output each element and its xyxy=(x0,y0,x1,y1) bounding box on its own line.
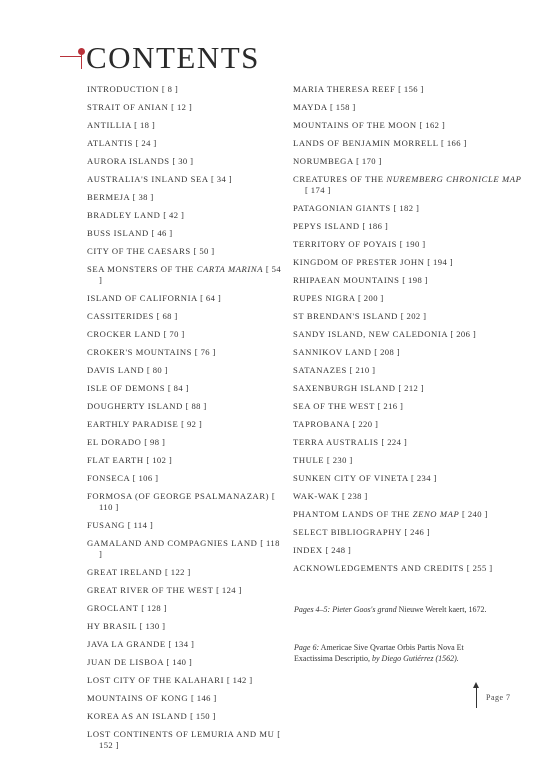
toc-entry-page: [ 124 ] xyxy=(216,585,242,595)
toc-entry xyxy=(293,473,523,484)
toc-entry-title: CREATURES OF THE xyxy=(293,174,384,184)
toc-entry-title: BUSS ISLAND xyxy=(87,228,149,238)
toc-entry xyxy=(293,401,523,412)
toc-entry-page: [ 174 ] xyxy=(305,185,331,195)
toc-entry-page: [ 8 ] xyxy=(161,84,179,94)
caption-title: Americae Sive Qvartae Orbis Partis Nova Et Exactissima Descriptio, xyxy=(294,643,464,663)
toc-entry-page: [ 68 ] xyxy=(156,311,178,321)
toc-entry-title: CROCKER LAND xyxy=(87,329,161,339)
toc-entry xyxy=(87,711,282,722)
toc-entry xyxy=(293,275,523,286)
toc-entry-page: [ 156 ] xyxy=(398,84,424,94)
caption-page-6 xyxy=(294,642,489,664)
toc-entry-page: [ 76 ] xyxy=(194,347,216,357)
toc-entry xyxy=(87,174,282,185)
toc-entry-page: [ 106 ] xyxy=(132,473,159,483)
toc-entry-title: SANNIKOV LAND xyxy=(293,347,372,357)
toc-entry-page: [ 230 ] xyxy=(326,455,353,465)
toc-entry xyxy=(87,567,282,578)
toc-entry-title: RHIPAEAN MOUNTAINS xyxy=(293,275,400,285)
toc-entry-title: MOUNTAINS OF KONG xyxy=(87,693,189,703)
toc-entry-title: MARIA THERESA REEF xyxy=(293,84,396,94)
pin-stem-icon xyxy=(81,53,82,69)
toc-entry-title: EARTHLY PARADISE xyxy=(87,419,179,429)
toc-entry xyxy=(87,264,282,286)
toc-entry-title: TAPROBANA xyxy=(293,419,350,429)
toc-entry-page: [ 202 ] xyxy=(400,311,427,321)
toc-entry-page: [ 70 ] xyxy=(163,329,185,339)
toc-entry-title: GREAT IRELAND xyxy=(87,567,163,577)
toc-entry-title: STRAIT OF ANIAN xyxy=(87,102,169,112)
toc-entry xyxy=(87,621,282,632)
toc-entry-page: [ 166 ] xyxy=(441,138,467,148)
toc-entry xyxy=(87,639,282,650)
toc-entry-page: [ 12 ] xyxy=(171,102,193,112)
toc-entry-page: [ 208 ] xyxy=(374,347,401,357)
toc-entry xyxy=(87,293,282,304)
toc-entry-page: [ 128 ] xyxy=(141,603,167,613)
toc-entry-page: [ 98 ] xyxy=(144,437,166,447)
toc-entry-page: [ 50 ] xyxy=(193,246,215,256)
toc-entry-title: MAYDA xyxy=(293,102,328,112)
caption-title: Nieuwe Werelt kaert xyxy=(398,605,465,614)
toc-entry-title: LOST CONTINENTS OF LEMURIA AND MU xyxy=(87,729,275,739)
toc-entry xyxy=(87,192,282,203)
toc-entry-title: AUSTRALIA'S INLAND SEA xyxy=(87,174,209,184)
toc-entry xyxy=(293,221,523,232)
toc-entry xyxy=(293,293,523,304)
toc-entry-title: BRADLEY LAND xyxy=(87,210,161,220)
toc-entry-title: ANTILLIA xyxy=(87,120,132,130)
toc-entry-title: FORMOSA (OF GEORGE PSALMANAZAR) xyxy=(87,491,270,501)
toc-entry-title: CROKER'S MOUNTAINS xyxy=(87,347,193,357)
toc-entry-title: PEPYS ISLAND xyxy=(293,221,360,231)
toc-entry-title: ACKNOWLEDGEMENTS AND CREDITS xyxy=(293,563,465,573)
arrow-stem xyxy=(476,686,477,708)
toc-entry xyxy=(87,102,282,113)
toc-entry xyxy=(293,383,523,394)
toc-entry xyxy=(87,311,282,322)
toc-entry-page: [ 150 ] xyxy=(190,711,216,721)
toc-entry xyxy=(87,401,282,412)
toc-entry-title: JAVA LA GRANDE xyxy=(87,639,166,649)
toc-entry xyxy=(293,257,523,268)
toc-entry-title: CITY OF THE CAESARS xyxy=(87,246,191,256)
toc-entry xyxy=(293,365,523,376)
toc-entry xyxy=(87,693,282,704)
toc-entry xyxy=(293,545,523,556)
toc-entry-title: JUAN DE LISBOA xyxy=(87,657,164,667)
toc-entry-title: INTRODUCTION xyxy=(87,84,160,94)
toc-entry-page: [ 88 ] xyxy=(185,401,207,411)
toc-entry-page: [ 118 ] xyxy=(99,538,280,559)
toc-entry xyxy=(293,203,523,214)
caption-pages-4-5 xyxy=(294,604,489,615)
toc-entry xyxy=(87,675,282,686)
toc-entry xyxy=(87,347,282,358)
toc-entry xyxy=(87,603,282,614)
toc-entry-page: [ 212 ] xyxy=(398,383,425,393)
toc-entry xyxy=(87,156,282,167)
caption-tail: , 1672. xyxy=(464,605,487,614)
toc-entry-italic-title: ZENO MAP xyxy=(412,509,460,519)
toc-entry-title: FONSECA xyxy=(87,473,130,483)
toc-entry xyxy=(87,138,282,149)
toc-entry-page: [ 140 ] xyxy=(166,657,193,667)
toc-entry xyxy=(293,347,523,358)
toc-entry-page: [ 216 ] xyxy=(377,401,404,411)
toc-entry xyxy=(87,520,282,531)
toc-entry-italic-title: CARTA MARINA xyxy=(196,264,264,274)
toc-entry-title: SATANAZES xyxy=(293,365,347,375)
toc-entry xyxy=(293,174,523,196)
toc-entry-page: [ 134 ] xyxy=(168,639,195,649)
toc-entry-title: MOUNTAINS OF THE MOON xyxy=(293,120,417,130)
toc-entry-title: FLAT EARTH xyxy=(87,455,144,465)
toc-entry-title: RUPES NIGRA xyxy=(293,293,356,303)
toc-entry-title: TERRITORY OF POYAIS xyxy=(293,239,398,249)
toc-entry xyxy=(293,419,523,430)
toc-entry-title: LANDS OF BENJAMIN MORRELL xyxy=(293,138,439,148)
toc-entry-title: DAVIS LAND xyxy=(87,365,145,375)
caption-tail: by Diego Gutiérrez (1562). xyxy=(371,654,459,663)
toc-entry-page: [ 142 ] xyxy=(226,675,253,685)
toc-entry-page: [ 46 ] xyxy=(151,228,173,238)
page-number: Page 7 xyxy=(486,693,511,702)
toc-entry-title: GAMALAND AND COMPAGNIES LAND xyxy=(87,538,258,548)
toc-entry-page: [ 246 ] xyxy=(404,527,431,537)
toc-entry-page: [ 162 ] xyxy=(419,120,446,130)
toc-entry-title: TERRA AUSTRALIS xyxy=(293,437,379,447)
toc-entry xyxy=(87,473,282,484)
title-rule-line xyxy=(60,56,82,57)
toc-entry-page: [ 54 ] xyxy=(99,264,282,285)
toc-entry-page: [ 152 ] xyxy=(99,729,281,750)
toc-entry-title: CASSITERIDES xyxy=(87,311,154,321)
toc-entry-title: INDEX xyxy=(293,545,323,555)
toc-entry xyxy=(87,210,282,221)
toc-entry-page: [ 146 ] xyxy=(190,693,217,703)
toc-entry-page: [ 64 ] xyxy=(200,293,222,303)
toc-entry xyxy=(87,84,282,95)
toc-entry xyxy=(87,585,282,596)
toc-entry-page: [ 234 ] xyxy=(411,473,437,483)
toc-entry-page: [ 170 ] xyxy=(356,156,382,166)
toc-entry-title: GROCLANT xyxy=(87,603,139,613)
toc-entry-title: DOUGHERTY ISLAND xyxy=(87,401,183,411)
toc-entry xyxy=(87,437,282,448)
toc-entry-page: [ 42 ] xyxy=(163,210,185,220)
toc-entry-page: [ 194 ] xyxy=(427,257,453,267)
toc-entry-page: [ 92 ] xyxy=(181,419,203,429)
toc-entry-page: [ 206 ] xyxy=(450,329,477,339)
toc-entry xyxy=(293,527,523,538)
toc-entry-page: [ 186 ] xyxy=(362,221,389,231)
toc-entry xyxy=(87,120,282,131)
toc-entry xyxy=(87,538,282,560)
toc-entry xyxy=(293,329,523,340)
toc-entry xyxy=(87,491,282,513)
toc-entry xyxy=(293,509,523,520)
toc-entry xyxy=(293,102,523,113)
toc-entry-page: [ 158 ] xyxy=(329,102,356,112)
toc-entry-page: [ 114 ] xyxy=(127,520,154,530)
toc-entry-page: [ 38 ] xyxy=(132,192,154,202)
pin-head-icon xyxy=(78,48,85,55)
toc-entry-page: [ 18 ] xyxy=(134,120,156,130)
toc-entry-page: [ 84 ] xyxy=(167,383,189,393)
toc-entry-page: [ 190 ] xyxy=(399,239,426,249)
toc-entry-page: [ 240 ] xyxy=(462,509,488,519)
toc-entry-title: EL DORADO xyxy=(87,437,142,447)
contents-column-left xyxy=(87,84,282,758)
toc-entry xyxy=(87,246,282,257)
toc-entry xyxy=(87,729,282,751)
toc-entry-page: [ 34 ] xyxy=(210,174,232,184)
toc-entry-title: SEA MONSTERS OF THE xyxy=(87,264,194,274)
toc-entry-page: [ 224 ] xyxy=(381,437,408,447)
toc-entry-page: [ 238 ] xyxy=(341,491,368,501)
toc-entry-page: [ 220 ] xyxy=(352,419,379,429)
toc-entry-title: PHANTOM LANDS OF THE xyxy=(293,509,410,519)
toc-entry-title: AURORA ISLANDS xyxy=(87,156,170,166)
toc-entry xyxy=(293,156,523,167)
toc-entry xyxy=(87,455,282,466)
toc-entry-title: KINGDOM OF PRESTER JOHN xyxy=(293,257,425,267)
toc-entry xyxy=(293,311,523,322)
toc-entry-page: [ 130 ] xyxy=(139,621,166,631)
toc-entry-page: [ 24 ] xyxy=(135,138,157,148)
toc-entry-title: NORUMBEGA xyxy=(293,156,354,166)
toc-entry-title: BERMEJA xyxy=(87,192,130,202)
toc-entry-title: PATAGONIAN GIANTS xyxy=(293,203,391,213)
toc-entry xyxy=(293,120,523,131)
toc-entry-title: ISLAND OF CALIFORNIA xyxy=(87,293,198,303)
caption-lead: Page 6: xyxy=(294,643,320,652)
toc-entry xyxy=(87,228,282,239)
toc-entry xyxy=(293,491,523,502)
toc-entry-title: ATLANTIS xyxy=(87,138,133,148)
toc-entry-page: [ 122 ] xyxy=(164,567,191,577)
toc-entry xyxy=(87,657,282,668)
toc-entry xyxy=(293,437,523,448)
toc-entry-page: [ 248 ] xyxy=(325,545,352,555)
toc-entry xyxy=(87,383,282,394)
toc-entry-page: [ 80 ] xyxy=(146,365,168,375)
toc-entry-title: KOREA AS AN ISLAND xyxy=(87,711,188,721)
caption-lead: Pages 4–5: Pieter Goos's grand xyxy=(294,605,397,614)
toc-entry xyxy=(293,563,523,574)
toc-entry-italic-title: NUREMBERG CHRONICLE MAP xyxy=(386,174,522,184)
toc-entry-page: [ 200 ] xyxy=(357,293,384,303)
contents-column-right xyxy=(293,84,523,581)
toc-entry-title: SEA OF THE WEST xyxy=(293,401,375,411)
toc-entry-page: [ 182 ] xyxy=(393,203,420,213)
toc-entry-title: SUNKEN CITY OF VINETA xyxy=(293,473,409,483)
toc-entry-title: ST BRENDAN'S ISLAND xyxy=(293,311,398,321)
toc-entry xyxy=(293,138,523,149)
toc-entry-title: FUSANG xyxy=(87,520,125,530)
toc-entry-title: THULE xyxy=(293,455,325,465)
toc-entry-title: SANDY ISLAND, NEW CALEDONIA xyxy=(293,329,448,339)
toc-entry-title: WAK-WAK xyxy=(293,491,340,501)
toc-entry-title: SAXENBURGH ISLAND xyxy=(293,383,396,393)
toc-entry-page: [ 210 ] xyxy=(349,365,376,375)
toc-entry xyxy=(293,239,523,250)
toc-entry-page: [ 102 ] xyxy=(146,455,173,465)
toc-entry-title: LOST CITY OF THE KALAHARI xyxy=(87,675,225,685)
toc-entry-title: SELECT BIBLIOGRAPHY xyxy=(293,527,402,537)
toc-entry-title: ISLE OF DEMONS xyxy=(87,383,166,393)
toc-entry xyxy=(293,84,523,95)
toc-entry-page: [ 30 ] xyxy=(172,156,194,166)
toc-entry xyxy=(293,455,523,466)
page-title: CONTENTS xyxy=(86,40,260,75)
toc-entry-page: [ 255 ] xyxy=(466,563,493,573)
toc-entry-title: HY BRASIL xyxy=(87,621,137,631)
toc-entry-title: GREAT RIVER OF THE WEST xyxy=(87,585,214,595)
toc-entry xyxy=(87,419,282,430)
toc-entry-page: [ 198 ] xyxy=(402,275,428,285)
toc-entry-page: [ 110 ] xyxy=(99,491,276,512)
toc-entry xyxy=(87,365,282,376)
toc-entry xyxy=(87,329,282,340)
